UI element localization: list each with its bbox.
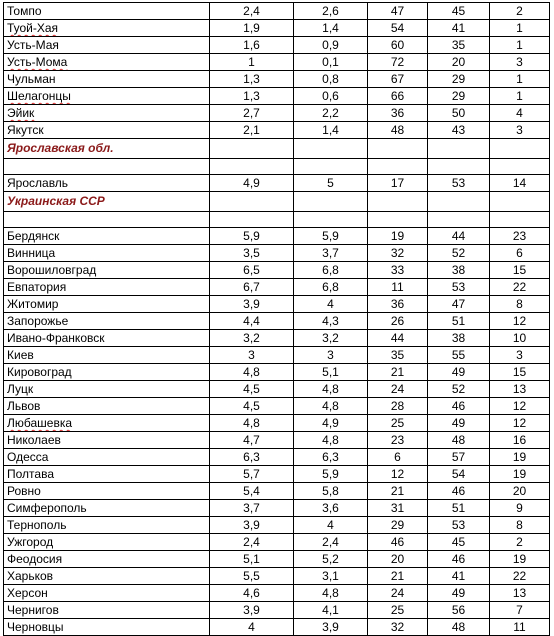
value-cell[interactable]: 53 xyxy=(428,279,490,296)
value-cell[interactable]: 3,9 xyxy=(210,602,294,619)
station-name-cell[interactable] xyxy=(4,279,210,296)
value-cell[interactable]: 5,5 xyxy=(210,568,294,585)
value-cell[interactable]: 36 xyxy=(368,296,428,313)
empty-cell[interactable] xyxy=(490,159,550,175)
value-cell[interactable]: 2,4 xyxy=(294,534,368,551)
region-title[interactable]: Ярославская обл. xyxy=(4,139,210,159)
value-cell[interactable]: 4,9 xyxy=(210,175,294,192)
value-cell[interactable]: 1,3 xyxy=(210,71,294,88)
value-cell[interactable]: 5,9 xyxy=(210,228,294,245)
table-row xyxy=(4,296,550,313)
station-name-cell[interactable] xyxy=(4,20,210,37)
station-name-cell[interactable] xyxy=(4,175,210,192)
station-name-cell[interactable] xyxy=(4,483,210,500)
station-name-cell[interactable] xyxy=(4,122,210,139)
value-cell[interactable]: 4,9 xyxy=(294,415,368,432)
value-cell[interactable]: 46 xyxy=(428,483,490,500)
value-cell[interactable]: 25 xyxy=(368,602,428,619)
empty-cell[interactable] xyxy=(210,212,294,228)
station-name-cell[interactable] xyxy=(4,585,210,602)
value-cell[interactable]: 4,3 xyxy=(294,313,368,330)
value-cell[interactable]: 2,6 xyxy=(294,3,368,20)
station-name-cell[interactable] xyxy=(4,568,210,585)
region-title[interactable]: Украинская ССР xyxy=(4,192,210,212)
value-cell[interactable]: 3 xyxy=(490,54,550,71)
station-name: Шелагонцы xyxy=(7,89,71,103)
value-cell[interactable]: 12 xyxy=(490,415,550,432)
value-cell[interactable]: 4,8 xyxy=(294,585,368,602)
value-cell[interactable]: 2 xyxy=(490,534,550,551)
value-cell[interactable]: 4,5 xyxy=(210,381,294,398)
value-cell[interactable]: 6,3 xyxy=(210,449,294,466)
value-cell[interactable]: 3 xyxy=(294,347,368,364)
station-name: Любашевка xyxy=(7,416,73,430)
station-name: Тернополь xyxy=(7,518,67,532)
table-row xyxy=(4,619,550,636)
station-name: Эйик xyxy=(7,106,35,120)
value-cell[interactable]: 1 xyxy=(490,37,550,54)
value-cell[interactable]: 14 xyxy=(490,175,550,192)
station-name: Бердянск xyxy=(7,229,60,243)
value-cell[interactable]: 1 xyxy=(490,88,550,105)
table-row xyxy=(4,3,550,20)
value-cell[interactable]: 55 xyxy=(428,347,490,364)
station-name: Евпатория xyxy=(7,280,67,294)
blank-row xyxy=(4,159,550,175)
value-cell[interactable]: 35 xyxy=(428,37,490,54)
table-row xyxy=(4,122,550,139)
station-name: Чульман xyxy=(7,72,56,86)
value-cell[interactable]: 44 xyxy=(428,228,490,245)
station-name: Якутск xyxy=(7,123,44,137)
empty-cell[interactable] xyxy=(294,192,368,212)
table-row xyxy=(4,381,550,398)
station-name-cell[interactable] xyxy=(4,602,210,619)
station-name: Херсон xyxy=(7,586,48,600)
value-cell[interactable]: 38 xyxy=(428,330,490,347)
empty-cell[interactable] xyxy=(210,192,294,212)
value-cell[interactable]: 45 xyxy=(428,3,490,20)
value-cell[interactable]: 5,4 xyxy=(210,483,294,500)
value-cell[interactable]: 21 xyxy=(368,364,428,381)
station-name-cell[interactable] xyxy=(4,245,210,262)
value-cell[interactable]: 25 xyxy=(368,415,428,432)
value-cell[interactable]: 5,7 xyxy=(210,466,294,483)
value-cell[interactable]: 6,5 xyxy=(210,262,294,279)
station-name: Чернигов xyxy=(7,603,59,617)
table-row xyxy=(4,415,550,432)
station-name-cell[interactable] xyxy=(4,330,210,347)
value-cell[interactable]: 24 xyxy=(368,585,428,602)
table-row xyxy=(4,175,550,192)
value-cell[interactable]: 46 xyxy=(428,551,490,568)
value-cell[interactable]: 44 xyxy=(368,330,428,347)
value-cell[interactable]: 12 xyxy=(490,398,550,415)
empty-cell[interactable] xyxy=(210,159,294,175)
empty-cell[interactable] xyxy=(368,212,428,228)
value-cell[interactable]: 2 xyxy=(490,3,550,20)
value-cell[interactable]: 20 xyxy=(490,483,550,500)
value-cell[interactable]: 67 xyxy=(368,71,428,88)
station-name-cell[interactable] xyxy=(4,71,210,88)
value-cell[interactable]: 1,3 xyxy=(210,88,294,105)
station-name-cell[interactable] xyxy=(4,262,210,279)
table-body xyxy=(4,3,550,636)
value-cell[interactable]: 26 xyxy=(368,313,428,330)
value-cell[interactable]: 4,1 xyxy=(294,602,368,619)
value-cell[interactable]: 31 xyxy=(368,500,428,517)
station-name: Ярославль xyxy=(7,176,69,190)
empty-cell[interactable] xyxy=(428,159,490,175)
station-name: Томпо xyxy=(7,4,42,18)
station-name-cell[interactable] xyxy=(4,534,210,551)
empty-cell[interactable] xyxy=(294,212,368,228)
value-cell[interactable]: 24 xyxy=(368,381,428,398)
value-cell[interactable]: 6 xyxy=(368,449,428,466)
value-cell[interactable]: 5,1 xyxy=(210,551,294,568)
table-row xyxy=(4,279,550,296)
station-name-cell[interactable] xyxy=(4,347,210,364)
value-cell[interactable]: 21 xyxy=(368,568,428,585)
table-row xyxy=(4,228,550,245)
value-cell[interactable]: 49 xyxy=(428,415,490,432)
value-cell[interactable]: 9 xyxy=(490,500,550,517)
value-cell[interactable]: 4,6 xyxy=(210,585,294,602)
value-cell[interactable]: 5 xyxy=(294,175,368,192)
value-cell[interactable]: 3,6 xyxy=(294,500,368,517)
table-row xyxy=(4,313,550,330)
table-row xyxy=(4,517,550,534)
empty-cell[interactable] xyxy=(368,139,428,159)
value-cell[interactable]: 11 xyxy=(490,619,550,636)
value-cell[interactable]: 4 xyxy=(294,517,368,534)
value-cell[interactable]: 16 xyxy=(490,432,550,449)
station-name: Туой-Хая xyxy=(7,21,59,35)
value-cell[interactable]: 32 xyxy=(368,619,428,636)
station-name-cell[interactable] xyxy=(4,228,210,245)
station-name: Ровно xyxy=(7,484,41,498)
value-cell[interactable]: 35 xyxy=(368,347,428,364)
empty-cell[interactable] xyxy=(490,139,550,159)
value-cell[interactable]: 54 xyxy=(368,20,428,37)
value-cell[interactable]: 13 xyxy=(490,381,550,398)
empty-cell[interactable] xyxy=(368,159,428,175)
value-cell[interactable]: 41 xyxy=(428,568,490,585)
value-cell[interactable]: 1 xyxy=(210,54,294,71)
value-cell[interactable]: 0,9 xyxy=(294,37,368,54)
value-cell[interactable]: 36 xyxy=(368,105,428,122)
value-cell[interactable]: 3,2 xyxy=(294,330,368,347)
value-cell[interactable]: 51 xyxy=(428,500,490,517)
station-name: Николаев xyxy=(7,433,61,447)
table-row xyxy=(4,245,550,262)
value-cell[interactable]: 3,7 xyxy=(294,245,368,262)
value-cell[interactable]: 8 xyxy=(490,517,550,534)
empty-cell[interactable] xyxy=(4,159,210,175)
value-cell[interactable]: 15 xyxy=(490,364,550,381)
empty-cell[interactable] xyxy=(490,212,550,228)
station-name: Луцк xyxy=(7,382,34,396)
value-cell[interactable]: 7 xyxy=(490,602,550,619)
value-cell[interactable]: 46 xyxy=(428,398,490,415)
value-cell[interactable]: 12 xyxy=(490,313,550,330)
value-cell[interactable]: 3,5 xyxy=(210,245,294,262)
value-cell[interactable]: 3 xyxy=(210,347,294,364)
value-cell[interactable]: 51 xyxy=(428,313,490,330)
station-name-cell[interactable] xyxy=(4,551,210,568)
value-cell[interactable]: 23 xyxy=(490,228,550,245)
empty-cell[interactable] xyxy=(294,159,368,175)
blank-row xyxy=(4,212,550,228)
station-name-cell[interactable] xyxy=(4,296,210,313)
value-cell[interactable]: 48 xyxy=(428,432,490,449)
value-cell[interactable]: 12 xyxy=(368,466,428,483)
value-cell[interactable]: 45 xyxy=(428,534,490,551)
value-cell[interactable]: 4,8 xyxy=(210,415,294,432)
value-cell[interactable]: 2,7 xyxy=(210,105,294,122)
region-header-row xyxy=(4,139,550,159)
value-cell[interactable]: 60 xyxy=(368,37,428,54)
station-name-cell[interactable] xyxy=(4,313,210,330)
station-name: Черновцы xyxy=(7,620,64,634)
table-row xyxy=(4,37,550,54)
value-cell[interactable]: 4 xyxy=(294,296,368,313)
region-header-row xyxy=(4,192,550,212)
value-cell[interactable]: 3,7 xyxy=(210,500,294,517)
value-cell[interactable]: 1,4 xyxy=(294,20,368,37)
value-cell[interactable]: 6,7 xyxy=(210,279,294,296)
value-cell[interactable]: 3,9 xyxy=(294,619,368,636)
value-cell[interactable]: 56 xyxy=(428,602,490,619)
value-cell[interactable]: 3,1 xyxy=(294,568,368,585)
value-cell[interactable]: 10 xyxy=(490,330,550,347)
value-cell[interactable]: 47 xyxy=(428,296,490,313)
table-row xyxy=(4,483,550,500)
station-name: Львов xyxy=(7,399,41,413)
value-cell[interactable]: 4 xyxy=(490,105,550,122)
station-name-cell[interactable] xyxy=(4,364,210,381)
value-cell[interactable]: 1,9 xyxy=(210,20,294,37)
value-cell[interactable]: 5,1 xyxy=(294,364,368,381)
value-cell[interactable]: 32 xyxy=(368,245,428,262)
table-row xyxy=(4,432,550,449)
table-row xyxy=(4,398,550,415)
station-name-cell[interactable] xyxy=(4,398,210,415)
value-cell[interactable]: 4 xyxy=(210,619,294,636)
value-cell[interactable]: 49 xyxy=(428,364,490,381)
value-cell[interactable]: 6,8 xyxy=(294,262,368,279)
station-name-cell[interactable] xyxy=(4,37,210,54)
station-name-cell[interactable] xyxy=(4,432,210,449)
value-cell[interactable]: 57 xyxy=(428,449,490,466)
table-row xyxy=(4,449,550,466)
table-row xyxy=(4,54,550,71)
table-row xyxy=(4,500,550,517)
station-name: Житомир xyxy=(7,297,59,311)
table-row xyxy=(4,364,550,381)
empty-cell[interactable] xyxy=(368,192,428,212)
value-cell[interactable]: 1,4 xyxy=(294,122,368,139)
value-cell[interactable]: 17 xyxy=(368,175,428,192)
climate-data-table xyxy=(3,2,550,636)
value-cell[interactable]: 2,1 xyxy=(210,122,294,139)
station-name-cell[interactable] xyxy=(4,517,210,534)
value-cell[interactable]: 4,8 xyxy=(210,364,294,381)
value-cell[interactable]: 4,8 xyxy=(294,432,368,449)
value-cell[interactable]: 49 xyxy=(428,585,490,602)
table-row xyxy=(4,585,550,602)
value-cell[interactable]: 23 xyxy=(368,432,428,449)
value-cell[interactable]: 47 xyxy=(368,3,428,20)
value-cell[interactable]: 5,8 xyxy=(294,483,368,500)
value-cell[interactable]: 29 xyxy=(428,71,490,88)
value-cell[interactable]: 19 xyxy=(490,466,550,483)
value-cell[interactable]: 29 xyxy=(428,88,490,105)
value-cell[interactable]: 50 xyxy=(428,105,490,122)
empty-cell[interactable] xyxy=(4,212,210,228)
value-cell[interactable]: 3 xyxy=(490,122,550,139)
station-name: Запорожье xyxy=(7,314,69,328)
value-cell[interactable]: 4,5 xyxy=(210,398,294,415)
value-cell[interactable]: 2,4 xyxy=(210,534,294,551)
value-cell[interactable]: 0,8 xyxy=(294,71,368,88)
value-cell[interactable]: 29 xyxy=(368,517,428,534)
value-cell[interactable]: 4,4 xyxy=(210,313,294,330)
value-cell[interactable]: 53 xyxy=(428,175,490,192)
value-cell[interactable]: 6,3 xyxy=(294,449,368,466)
value-cell[interactable]: 52 xyxy=(428,381,490,398)
station-name-cell[interactable] xyxy=(4,3,210,20)
value-cell[interactable]: 5,9 xyxy=(294,466,368,483)
value-cell[interactable]: 53 xyxy=(428,517,490,534)
value-cell[interactable]: 1 xyxy=(490,71,550,88)
value-cell[interactable]: 0,1 xyxy=(294,54,368,71)
value-cell[interactable]: 33 xyxy=(368,262,428,279)
table-row xyxy=(4,105,550,122)
empty-cell[interactable] xyxy=(428,212,490,228)
station-name-cell[interactable] xyxy=(4,105,210,122)
station-name: Кировоград xyxy=(7,365,72,379)
value-cell[interactable]: 20 xyxy=(428,54,490,71)
value-cell[interactable]: 46 xyxy=(368,534,428,551)
value-cell[interactable]: 22 xyxy=(490,568,550,585)
value-cell[interactable]: 3,2 xyxy=(210,330,294,347)
station-name: Одесса xyxy=(7,450,49,464)
value-cell[interactable]: 19 xyxy=(490,449,550,466)
station-name-cell[interactable] xyxy=(4,54,210,71)
value-cell[interactable]: 72 xyxy=(368,54,428,71)
value-cell[interactable]: 6 xyxy=(490,245,550,262)
station-name: Ивано-Франковск xyxy=(7,331,105,345)
table-row xyxy=(4,568,550,585)
value-cell[interactable]: 2,4 xyxy=(210,3,294,20)
empty-cell[interactable] xyxy=(490,192,550,212)
value-cell[interactable]: 15 xyxy=(490,262,550,279)
station-name: Усть-Мая xyxy=(7,38,59,52)
station-name: Полтава xyxy=(7,467,54,481)
empty-cell[interactable] xyxy=(428,139,490,159)
value-cell[interactable]: 5,9 xyxy=(294,228,368,245)
table-row xyxy=(4,466,550,483)
station-name-cell[interactable] xyxy=(4,449,210,466)
value-cell[interactable]: 1 xyxy=(490,20,550,37)
value-cell[interactable]: 5,2 xyxy=(294,551,368,568)
table-row xyxy=(4,88,550,105)
value-cell[interactable]: 6,8 xyxy=(294,279,368,296)
station-name: Ворошиловград xyxy=(7,263,97,277)
station-name-cell[interactable] xyxy=(4,415,210,432)
value-cell[interactable]: 2,2 xyxy=(294,105,368,122)
value-cell[interactable]: 52 xyxy=(428,245,490,262)
value-cell[interactable]: 3,9 xyxy=(210,517,294,534)
value-cell[interactable]: 11 xyxy=(368,279,428,296)
value-cell[interactable]: 41 xyxy=(428,20,490,37)
table-row xyxy=(4,20,550,37)
station-name-cell[interactable] xyxy=(4,381,210,398)
value-cell[interactable]: 21 xyxy=(368,483,428,500)
station-name-cell[interactable] xyxy=(4,619,210,636)
station-name: Киев xyxy=(7,348,34,362)
value-cell[interactable]: 4,7 xyxy=(210,432,294,449)
value-cell[interactable]: 28 xyxy=(368,398,428,415)
value-cell[interactable]: 3,9 xyxy=(210,296,294,313)
value-cell[interactable]: 4,8 xyxy=(294,381,368,398)
table-row xyxy=(4,534,550,551)
station-name: Феодосия xyxy=(7,552,63,566)
value-cell[interactable]: 13 xyxy=(490,585,550,602)
station-name: Ужгород xyxy=(7,535,54,549)
value-cell[interactable]: 48 xyxy=(428,619,490,636)
station-name: Усть-Мома xyxy=(7,55,68,69)
value-cell[interactable]: 48 xyxy=(368,122,428,139)
value-cell[interactable]: 43 xyxy=(428,122,490,139)
table-row xyxy=(4,551,550,568)
value-cell[interactable]: 22 xyxy=(490,279,550,296)
value-cell[interactable]: 8 xyxy=(490,296,550,313)
value-cell[interactable]: 38 xyxy=(428,262,490,279)
empty-cell[interactable] xyxy=(294,139,368,159)
station-name: Винница xyxy=(7,246,56,260)
station-name-cell[interactable] xyxy=(4,466,210,483)
value-cell[interactable]: 1,6 xyxy=(210,37,294,54)
value-cell[interactable]: 3 xyxy=(490,347,550,364)
table-row xyxy=(4,347,550,364)
value-cell[interactable]: 20 xyxy=(368,551,428,568)
table-row xyxy=(4,262,550,279)
station-name-cell[interactable] xyxy=(4,88,210,105)
table-row xyxy=(4,330,550,347)
station-name: Харьков xyxy=(7,569,54,583)
table-row xyxy=(4,71,550,88)
value-cell[interactable]: 66 xyxy=(368,88,428,105)
table-row xyxy=(4,602,550,619)
value-cell[interactable]: 4,8 xyxy=(294,398,368,415)
empty-cell[interactable] xyxy=(428,192,490,212)
value-cell[interactable]: 19 xyxy=(490,551,550,568)
station-name: Симферополь xyxy=(7,501,87,515)
station-name-cell[interactable] xyxy=(4,500,210,517)
empty-cell[interactable] xyxy=(210,139,294,159)
value-cell[interactable]: 0,6 xyxy=(294,88,368,105)
value-cell[interactable]: 19 xyxy=(368,228,428,245)
value-cell[interactable]: 54 xyxy=(428,466,490,483)
